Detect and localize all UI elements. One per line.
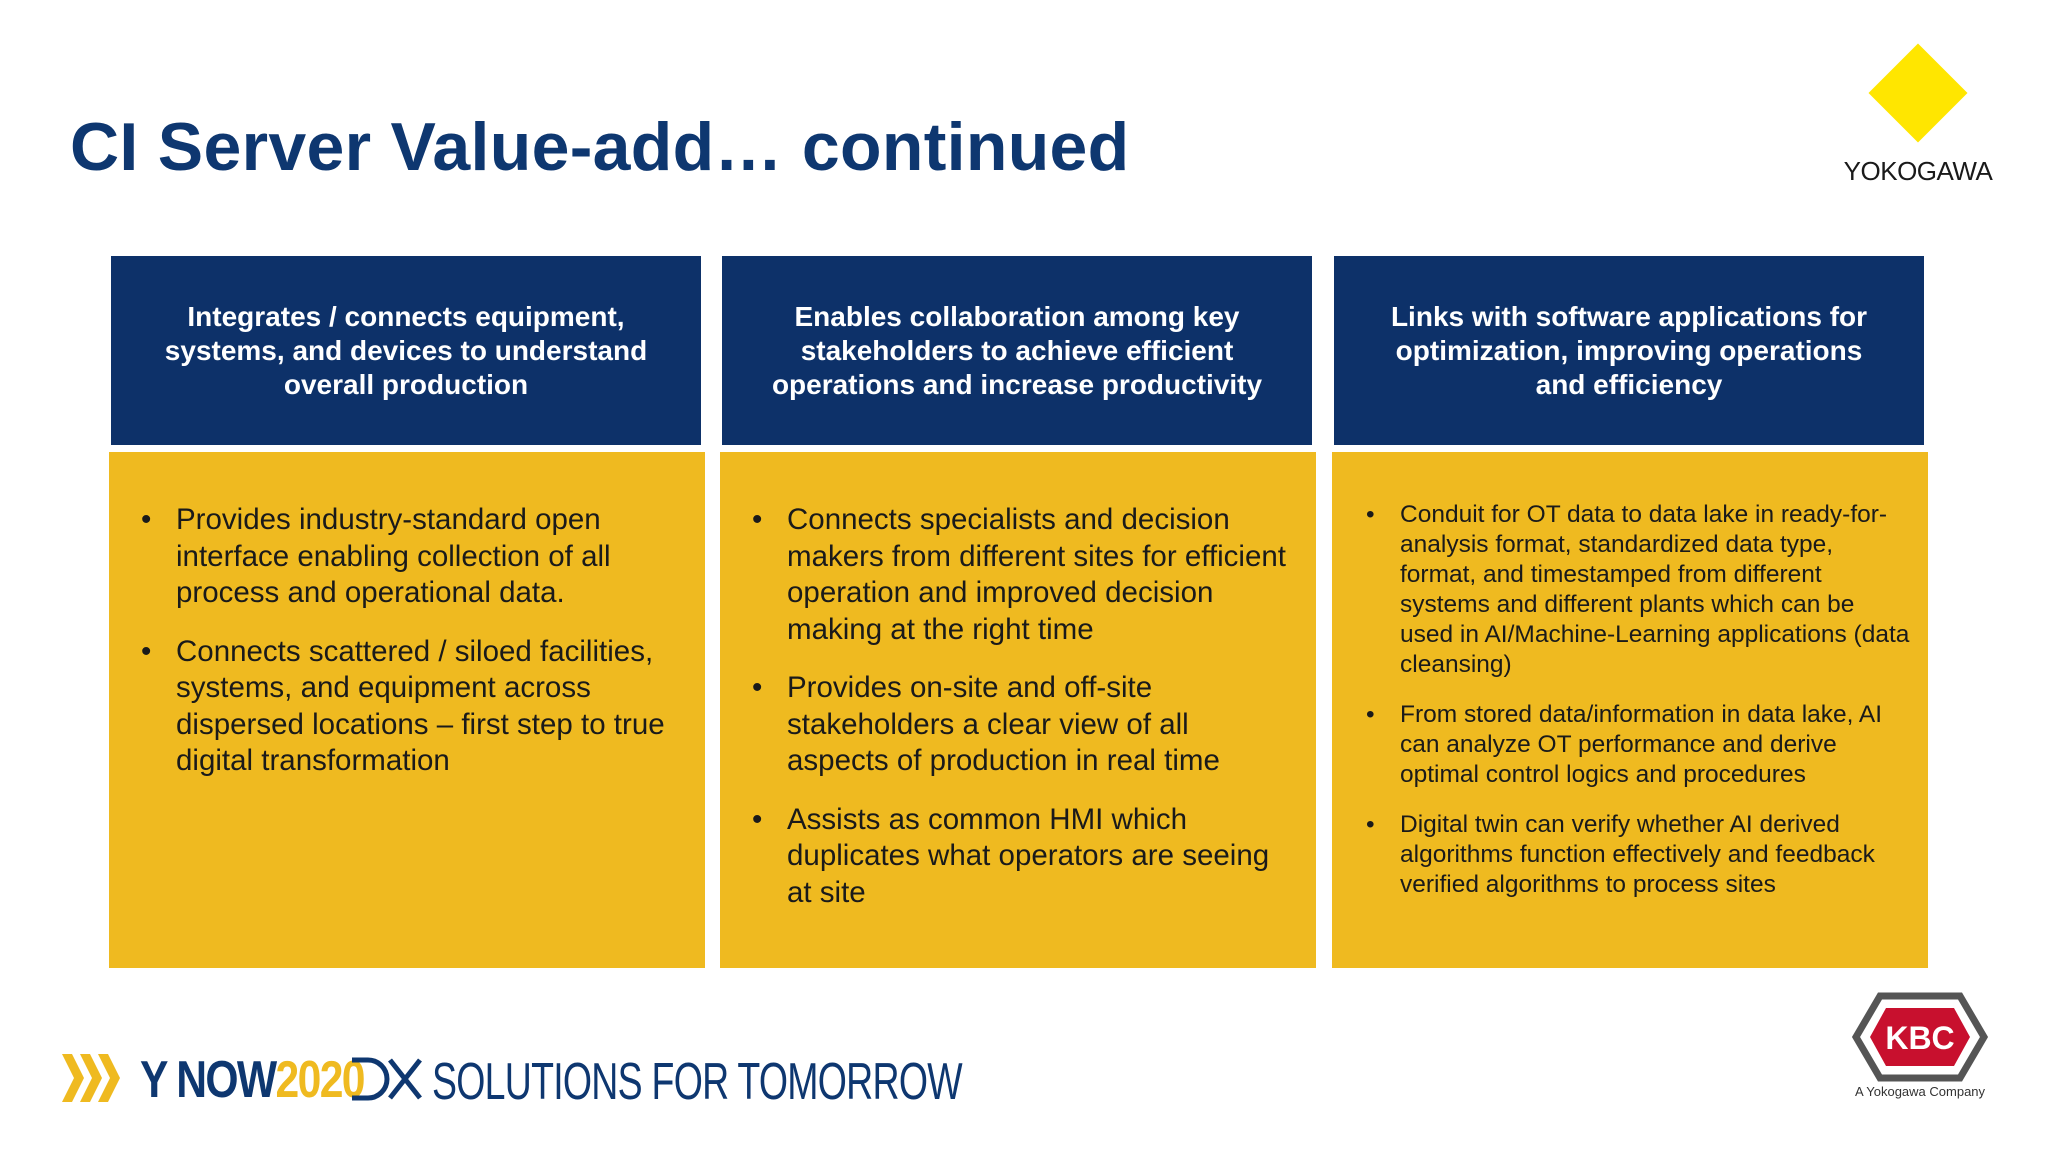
bullet-dot-icon: • [141,634,152,668]
bullet-dot-icon: • [752,802,763,836]
bullet-item [752,502,1296,648]
now-year: 2020 [275,1051,364,1109]
column-body [109,452,705,968]
bullet-dot-icon: • [1366,701,1375,728]
kbc-logo [1850,992,1990,1104]
bullet-text: From stored data/information in data lake, AI can analyze OT performance and derive optimal control logics and procedures [1400,701,1883,788]
bullet-dot-icon: • [1366,811,1375,838]
column-header: Integrates / connects equipment, systems, and devices to understand overall production [111,256,701,445]
bullet-item [1366,810,1914,900]
column-body [720,452,1316,968]
bullet-text: Provides on-site and off-site stakeholders a clear view of all aspects of production in real time [787,671,1220,777]
kbc-hexagon-icon [1850,992,1990,1082]
bullet-item [1366,500,1914,680]
bullet-list [141,502,685,802]
bullet-item [1366,700,1914,790]
y-glyph-icon: Y [140,1051,177,1109]
bullet-text: Conduit for OT data to data lake in ready-for-analysis format, standardized data type, format, and timestamped from different systems and different plants which can be used in AI/Machine-Learning applications (data cleansing) [1400,501,1910,678]
bullet-list [752,502,1296,933]
column-header: Enables collaboration among key stakeholders to achieve efficient operations and increase productivity [722,256,1312,445]
bullet-dot-icon: • [141,503,152,536]
bullet-list [1366,500,1914,920]
column-header: Links with software applications for optimization, improving operations and efficiency [1334,256,1924,445]
now-2020-wordmark [140,1050,364,1110]
bullet-item [752,802,1296,912]
footer-tagline: SOLUTIONS FOR TOMORROW [432,1053,962,1111]
dx-icon [350,1056,426,1102]
yokogawa-wordmark: YOKOGAWA [1843,156,1993,186]
bullet-item [141,634,685,780]
bullet-item [752,670,1296,780]
bullet-text: Connects scattered / siloed facilities, systems, and equipment across dispersed locations – first step to true digital transformation [176,634,665,777]
bullet-dot-icon: • [1366,501,1375,528]
bullet-text: Provides industry-standard open interface enabling collection of all process and operational data. [176,503,611,609]
bullet-dot-icon: • [752,671,763,704]
bullet-text: Connects specialists and decision makers from different sites for efficient operation and improved decision making at the right time [787,503,1286,646]
chevrons-icon [62,1054,142,1102]
bullet-text: Assists as common HMI which duplicates what operators are seeing at site [787,802,1270,909]
slide-title: CI Server Value-add… continued [70,109,1130,185]
now-label: NOW [176,1051,276,1109]
kbc-wordmark: KBC [1885,1020,1955,1056]
bullet-item [141,502,685,612]
bullet-text: Digital twin can verify whether AI derived algorithms function effectively and feedback verified algorithms to process sites [1400,811,1875,898]
column-body [1332,452,1928,968]
bullet-dot-icon: • [752,503,763,536]
kbc-tagline: A Yokogawa Company [1854,1084,1986,1099]
